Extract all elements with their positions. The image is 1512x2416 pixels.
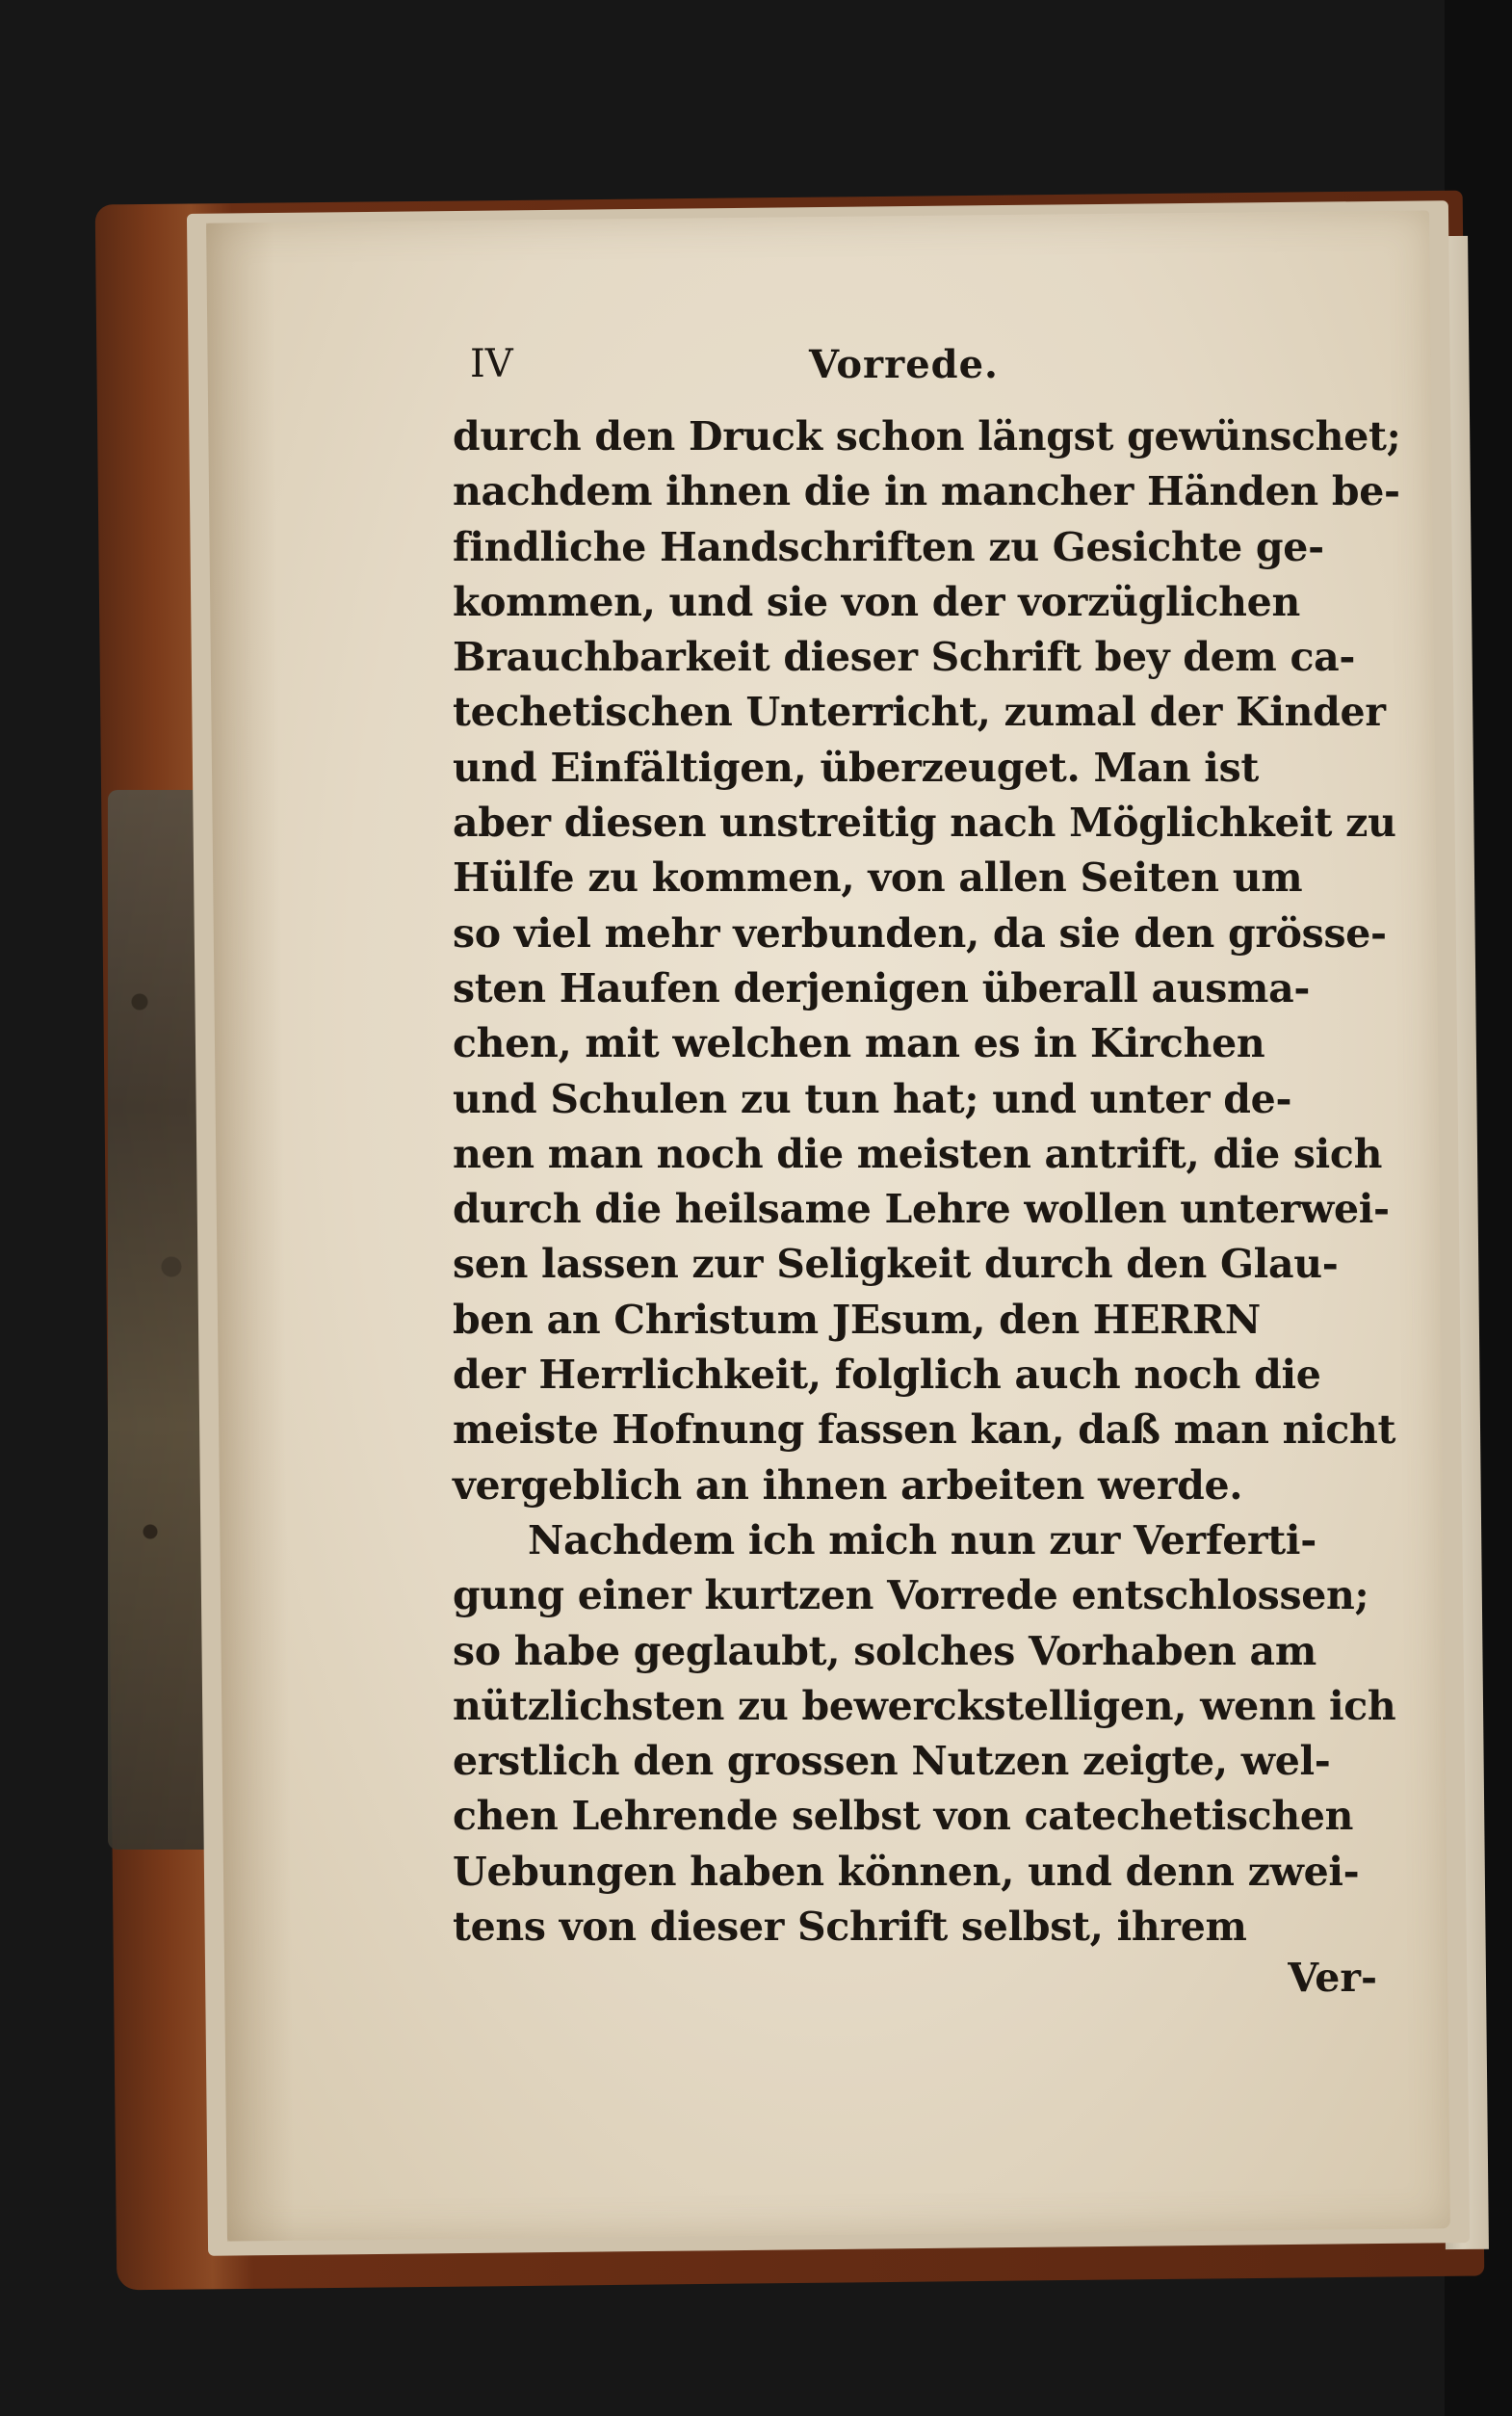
text-line: tens von dieser Schrift selbst, ihrem xyxy=(453,1904,1247,1951)
body-text xyxy=(453,409,1401,1955)
text-line: chen, mit welchen man es in Kirchen xyxy=(453,1020,1265,1067)
text-block xyxy=(453,342,1401,2002)
text-line: und Einfältigen, überzeuget. Man ist xyxy=(453,744,1260,791)
text-line: so habe geglaubt, solches Vorhaben am xyxy=(453,1627,1316,1674)
text-line: nachdem ihnen die in mancher Händen be- xyxy=(453,468,1400,515)
text-line: der Herrlichkeit, folglich auch noch die xyxy=(453,1352,1321,1399)
text-line: chen Lehrende selbst von catechetischen xyxy=(453,1793,1354,1840)
text-line: Uebungen haben können, und denn zwei- xyxy=(453,1848,1360,1895)
text-line: kommen, und sie von der vorzüglichen xyxy=(453,578,1300,625)
text-line: vergeblich an ihnen arbeiten werde. xyxy=(453,1461,1243,1509)
text-line: Brauchbarkeit dieser Schrift bey dem ca- xyxy=(453,634,1356,681)
catchword: Ver- xyxy=(1288,1955,1377,2002)
text-line: durch den Druck schon längst gewünschet; xyxy=(453,413,1401,460)
text-line: Nachdem ich mich nun zur Verferti- xyxy=(528,1516,1316,1563)
text-line: erstlich den grossen Nutzen zeigte, wel- xyxy=(453,1738,1331,1785)
text-line: und Schulen zu tun hat; und unter de- xyxy=(453,1075,1292,1122)
page-header xyxy=(453,342,1377,400)
page-number: IV xyxy=(470,342,513,386)
text-line: ben an Christum JEsum, den HERRN xyxy=(453,1296,1261,1343)
text-line: sen lassen zur Seligkeit durch den Glau- xyxy=(453,1241,1339,1288)
running-head: Vorrede. xyxy=(809,342,999,387)
text-line: durch die heilsame Lehre wollen unterwei- xyxy=(453,1186,1390,1233)
text-line: meiste Hofnung fassen kan, daß man nicht xyxy=(453,1406,1396,1454)
text-line: sten Haufen derjenigen überall ausma- xyxy=(453,964,1311,1011)
text-line: Hülfe zu kommen, von allen Seiten um xyxy=(453,854,1303,902)
text-line: aber diesen unstreitig nach Möglichkeit zu xyxy=(453,800,1396,847)
text-line: nen man noch die meisten antrift, die sich xyxy=(453,1130,1383,1177)
text-line: findliche Handschriften zu Gesichte ge- xyxy=(453,523,1324,570)
text-line: so viel mehr verbunden, da sie den grösse- xyxy=(453,909,1387,957)
text-line: gung einer kurtzen Vorrede entschlossen; xyxy=(453,1572,1369,1619)
text-line: techetischen Unterricht, zumal der Kinder xyxy=(453,689,1386,736)
text-line: nützlichsten zu bewerckstelligen, wenn ich xyxy=(453,1682,1396,1729)
